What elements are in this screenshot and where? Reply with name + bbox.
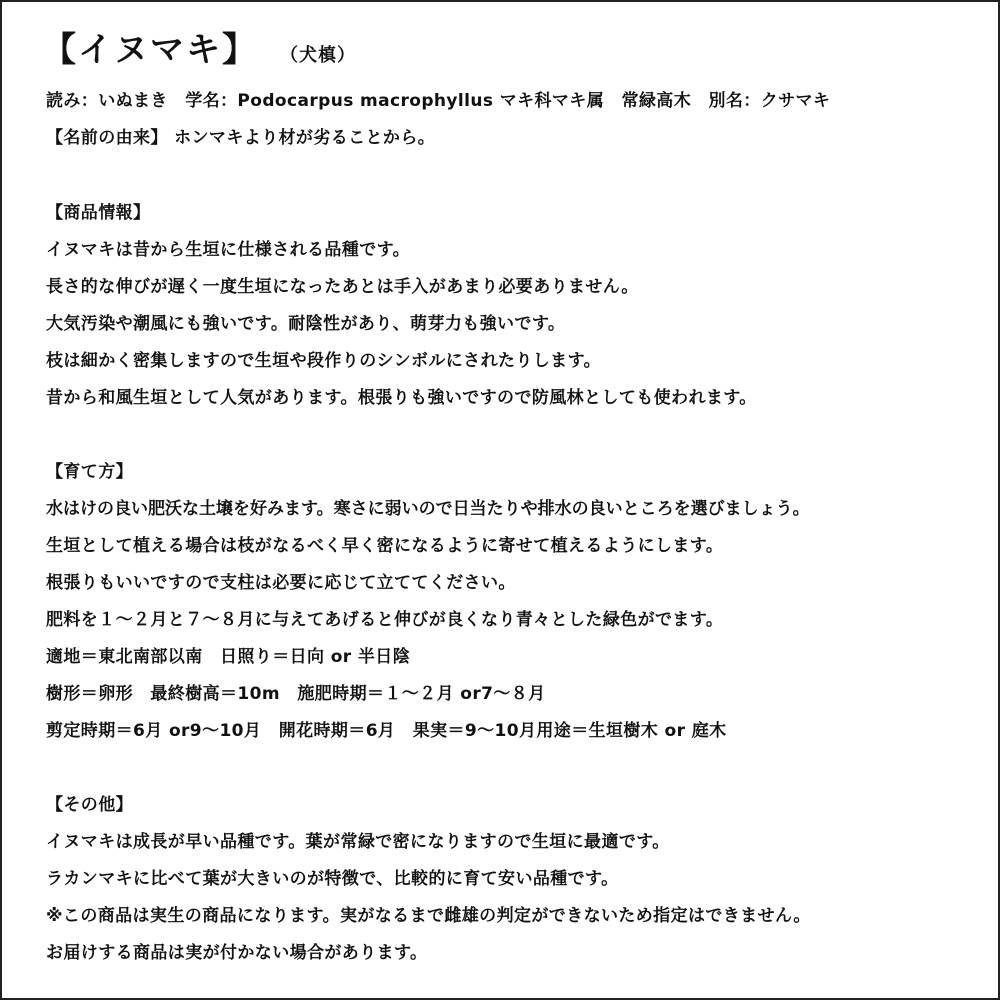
- name-origin-line: 【名前の由来】 ホンマキより材が劣ることから。: [46, 128, 436, 148]
- reading-line: 読み：いぬまき 学名：Podocarpus macrophyllus マキ科マキ属 常緑高木 別名：クサマキ: [46, 91, 831, 111]
- other-line: ラカンマキに比べて葉が大きいのが特徴で、比較的に育て安い品種です。: [46, 869, 619, 889]
- growing-line: 水はけの良い肥沃な土壌を好みます。寒さに弱いので日当たりや排水の良いところを選びましょう。: [46, 499, 810, 519]
- other-line: お届けする商品は実が付かない場合があります。: [46, 943, 428, 963]
- growing-spec-line: 適地＝東北南部以南 日照り＝日向 or 半日陰: [46, 647, 411, 667]
- growing-spec-line: 樹形＝卵形 最終樹高＝10m 施肥時期＝１～２月 or7～８月: [46, 684, 546, 704]
- page-subtitle: （犬槙）: [280, 45, 356, 66]
- product-info-line: イヌマキは昔から生垣に仕様される品種です。: [46, 240, 411, 260]
- product-info-heading: 【商品情報】: [46, 203, 151, 223]
- growing-line: 根張りもいいですので支柱は必要に応じて立ててください。: [46, 573, 516, 593]
- other-line: ※この商品は実生の商品になります。実がなるまで雌雄の判定ができないため指定はできません。: [46, 906, 811, 926]
- product-info-line: 長さ的な伸びが遅く一度生垣になったあとは手入があまり必要ありません。: [46, 277, 639, 297]
- product-info-line: 大気汚染や潮風にも強いです。耐陰性があり、萌芽力も強いです。: [46, 314, 566, 334]
- growing-line: 肥料を１～２月と７～８月に与えてあげると伸びが良くなり青々とした緑色がでます。: [46, 610, 724, 630]
- product-info-line: 昔から和風生垣として人気があります。根張りも強いですので防風林としても使われます。: [46, 388, 757, 408]
- title-row: [42, 22, 356, 72]
- growing-spec-line: 剪定時期＝6月 or9～10月 開花時期＝6月 果実＝9～10月用途＝生垣樹木 or 庭木: [46, 721, 727, 741]
- other-line: イヌマキは成長が早い品種です。葉が常緑で密になりますので生垣に最適です。: [46, 832, 670, 852]
- page-title: 【イヌマキ】: [42, 30, 258, 70]
- other-heading: 【その他】: [46, 795, 133, 815]
- growing-line: 生垣として植える場合は枝がなるべく早く密になるように寄せて植えるようにします。: [46, 536, 724, 556]
- product-info-line: 枝は細かく密集しますので生垣や段作りのシンボルにされたりします。: [46, 351, 602, 371]
- growing-heading: 【育て方】: [46, 462, 133, 482]
